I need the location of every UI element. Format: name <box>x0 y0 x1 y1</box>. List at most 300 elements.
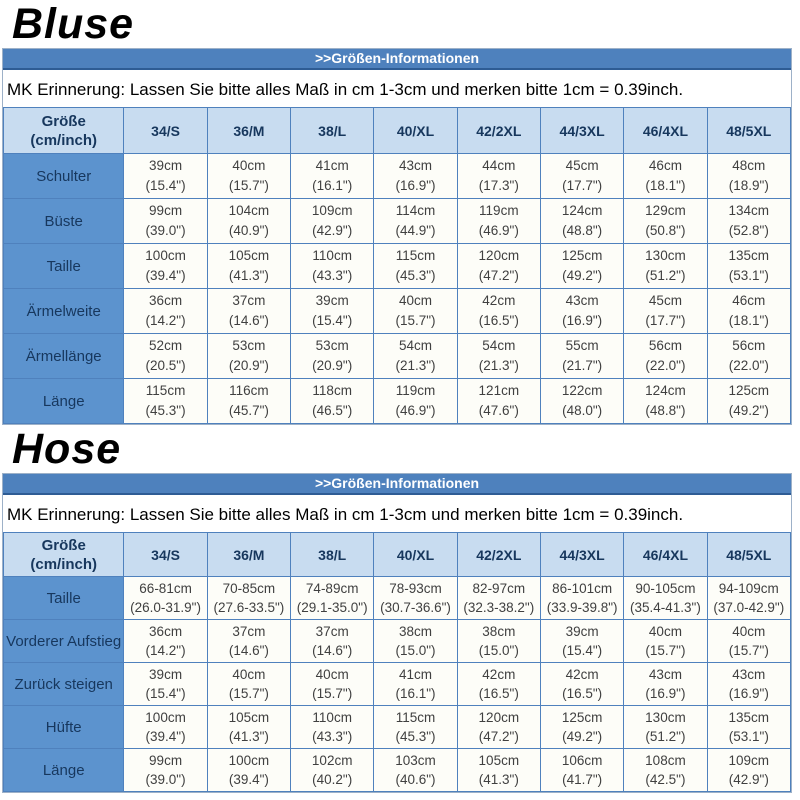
inch-value: (47.2") <box>478 729 519 744</box>
inch-value: (14.2") <box>145 643 186 658</box>
size-grid <box>3 107 791 424</box>
measurement-cell <box>707 289 790 334</box>
cm-value: 94-109cm <box>718 581 779 596</box>
inch-value: (53.1") <box>728 729 769 744</box>
row-label: Taille <box>4 577 124 620</box>
hose-title: Hose <box>12 425 122 473</box>
corner-line2: (cm/inch) <box>30 131 98 149</box>
measurement-cell <box>707 334 790 379</box>
inch-value: (42.5") <box>645 772 686 787</box>
measurement-cell <box>540 244 623 289</box>
cm-value: 90-105cm <box>635 581 696 596</box>
cm-value: 74-89cm <box>305 581 359 596</box>
inch-value: (18.9") <box>728 178 769 193</box>
measurement-cell <box>624 577 707 620</box>
corner-header <box>4 108 124 154</box>
measure-note: MK Erinnerung: Lassen Sie bitte alles Maß in cm 1-3cm und merken bitte 1cm = 0.39inch. <box>3 73 791 107</box>
measurement-cell <box>291 620 374 663</box>
header-row <box>4 108 791 154</box>
inch-value: (14.6") <box>228 643 269 658</box>
cm-value: 125cm <box>561 710 603 725</box>
cm-value: 99cm <box>149 203 183 218</box>
inch-value: (41.7") <box>562 772 603 787</box>
cm-value: 40cm <box>648 624 682 639</box>
cm-value: 40cm <box>232 667 266 682</box>
inch-value: (15.4") <box>312 313 353 328</box>
cm-value: 114cm <box>395 203 436 218</box>
measurement-cell <box>540 620 623 663</box>
size-column-header: 40/XL <box>374 533 457 577</box>
cm-value: 48cm <box>732 158 766 173</box>
table-banner: >>Größen-Informationen <box>3 49 791 70</box>
measurement-cell <box>540 289 623 334</box>
measurement-cell <box>124 663 207 706</box>
cm-value: 44cm <box>482 158 516 173</box>
cm-value: 40cm <box>398 293 432 308</box>
inch-value: (41.3") <box>478 772 519 787</box>
cm-value: 120cm <box>478 710 520 725</box>
measurement-cell <box>207 749 290 792</box>
cm-value: 78-93cm <box>389 581 442 596</box>
inch-value: (44.9") <box>395 223 436 238</box>
measurement-cell <box>707 154 790 199</box>
size-column-header: 34/S <box>124 533 207 577</box>
inch-value: (47.2") <box>478 268 519 283</box>
inch-value: (15.7") <box>228 686 269 701</box>
corner-line1: Größe <box>41 536 86 554</box>
hose-section <box>0 425 800 793</box>
cm-value: 66-81cm <box>139 581 192 596</box>
table-banner: >>Größen-Informationen <box>3 474 791 495</box>
measurement-cell <box>707 379 790 424</box>
inch-value: (45.3") <box>395 729 436 744</box>
cm-value: 37cm <box>315 624 349 639</box>
cm-value: 100cm <box>228 753 270 768</box>
cm-value: 56cm <box>732 338 766 353</box>
measurement-cell <box>707 577 790 620</box>
measurement-cell <box>457 244 540 289</box>
header-row <box>4 533 791 577</box>
cm-value: 37cm <box>232 293 266 308</box>
cm-value: 36cm <box>149 624 183 639</box>
measurement-cell <box>624 749 707 792</box>
measurement-cell <box>207 199 290 244</box>
inch-value: (53.1") <box>728 268 769 283</box>
inch-value: (21.7") <box>562 358 603 373</box>
measurement-cell <box>540 577 623 620</box>
cm-value: 42cm <box>565 667 599 682</box>
size-column-header: 44/3XL <box>540 533 623 577</box>
cm-value: 119cm <box>479 203 519 218</box>
measurement-cell <box>540 706 623 749</box>
row-label: Taille <box>4 244 124 289</box>
inch-value: (32.3-38.2") <box>463 600 535 615</box>
measurement-cell <box>624 620 707 663</box>
measurement-cell <box>291 334 374 379</box>
cm-value: 56cm <box>648 338 682 353</box>
size-grid <box>3 532 791 792</box>
inch-value: (45.7") <box>228 403 269 418</box>
measurement-cell <box>540 379 623 424</box>
cm-value: 110cm <box>312 710 352 725</box>
inch-value: (43.3") <box>312 268 353 283</box>
cm-value: 105cm <box>478 753 520 768</box>
cm-value: 45cm <box>565 158 599 173</box>
inch-value: (48.8") <box>562 223 603 238</box>
inch-value: (42.9") <box>312 223 353 238</box>
size-column-header: 48/5XL <box>707 108 790 154</box>
cm-value: 100cm <box>145 710 186 725</box>
size-column-header: 42/2XL <box>457 533 540 577</box>
measurement-cell <box>124 706 207 749</box>
inch-value: (16.1") <box>395 686 436 701</box>
cm-value: 104cm <box>228 203 270 218</box>
inch-value: (26.0-31.9") <box>130 600 201 615</box>
measurement-cell <box>374 620 457 663</box>
inch-value: (39.0") <box>145 223 186 238</box>
measurement-cell <box>291 663 374 706</box>
cm-value: 135cm <box>728 710 770 725</box>
table-row <box>4 663 791 706</box>
inch-value: (16.9") <box>645 686 686 701</box>
measurement-cell <box>457 620 540 663</box>
cm-value: 115cm <box>145 383 186 398</box>
cm-value: 120cm <box>478 248 520 263</box>
cm-value: 130cm <box>645 710 686 725</box>
cm-value: 53cm <box>315 338 349 353</box>
cm-value: 118cm <box>312 383 352 398</box>
inch-value: (29.1-35.0") <box>296 600 368 615</box>
cm-value: 125cm <box>728 383 770 398</box>
corner-line2: (cm/inch) <box>30 555 98 573</box>
measurement-cell <box>207 577 290 620</box>
measurement-cell <box>624 663 707 706</box>
inch-value: (15.7") <box>312 686 353 701</box>
measurement-cell <box>291 154 374 199</box>
inch-value: (40.9") <box>228 223 269 238</box>
cm-value: 52cm <box>149 338 183 353</box>
measurement-cell <box>457 289 540 334</box>
measurement-cell <box>291 706 374 749</box>
measurement-cell <box>124 577 207 620</box>
size-column-header: 46/4XL <box>624 533 707 577</box>
inch-value: (20.9") <box>312 358 353 373</box>
size-column-header: 38/L <box>291 108 374 154</box>
measurement-cell <box>457 154 540 199</box>
measurement-cell <box>707 663 790 706</box>
table-row <box>4 620 791 663</box>
cm-value: 53cm <box>232 338 266 353</box>
measurement-cell <box>374 199 457 244</box>
inch-value: (37.0-42.9") <box>713 600 785 615</box>
measurement-cell <box>124 334 207 379</box>
row-label: Länge <box>4 749 124 792</box>
inch-value: (33.9-39.8") <box>546 600 618 615</box>
measurement-cell <box>457 577 540 620</box>
measurement-cell <box>124 620 207 663</box>
cm-value: 45cm <box>648 293 682 308</box>
cm-value: 130cm <box>645 248 686 263</box>
inch-value: (16.5") <box>478 313 519 328</box>
measurement-cell <box>707 244 790 289</box>
cm-value: 103cm <box>395 753 436 768</box>
measurement-cell <box>457 199 540 244</box>
table-row <box>4 706 791 749</box>
measurement-cell <box>124 154 207 199</box>
row-label: Ärmelweite <box>4 289 124 334</box>
measurement-cell <box>374 244 457 289</box>
inch-value: (17.7") <box>645 313 686 328</box>
measurement-cell <box>207 379 290 424</box>
inch-value: (27.6-33.5") <box>213 600 285 615</box>
cm-value: 40cm <box>315 667 349 682</box>
inch-value: (15.7") <box>645 643 686 658</box>
cm-value: 54cm <box>482 338 516 353</box>
inch-value: (39.4") <box>145 729 186 744</box>
cm-value: 105cm <box>228 710 270 725</box>
size-column-header: 46/4XL <box>624 108 707 154</box>
cm-value: 99cm <box>149 753 183 768</box>
cm-value: 43cm <box>648 667 682 682</box>
cm-value: 119cm <box>395 383 436 398</box>
inch-value: (43.3") <box>312 729 353 744</box>
measurement-cell <box>374 749 457 792</box>
table-row <box>4 334 791 379</box>
inch-value: (30.7-36.6") <box>380 600 451 615</box>
cm-value: 41cm <box>315 158 349 173</box>
cm-value: 122cm <box>561 383 603 398</box>
cm-value: 135cm <box>728 248 770 263</box>
cm-value: 46cm <box>648 158 682 173</box>
measurement-cell <box>291 749 374 792</box>
size-column-header: 34/S <box>124 108 207 154</box>
cm-value: 40cm <box>232 158 266 173</box>
measurement-cell <box>207 334 290 379</box>
table-row <box>4 289 791 334</box>
inch-value: (16.5") <box>478 686 519 701</box>
table-row <box>4 199 791 244</box>
inch-value: (45.3") <box>395 268 436 283</box>
cm-value: 109cm <box>311 203 353 218</box>
measure-note: MK Erinnerung: Lassen Sie bitte alles Maß in cm 1-3cm und merken bitte 1cm = 0.39inch. <box>3 498 791 532</box>
cm-value: 46cm <box>732 293 766 308</box>
measurement-cell <box>457 379 540 424</box>
inch-value: (20.5") <box>145 358 186 373</box>
inch-value: (16.5") <box>562 686 603 701</box>
measurement-cell <box>207 244 290 289</box>
measurement-cell <box>540 199 623 244</box>
measurement-cell <box>624 334 707 379</box>
inch-value: (16.9") <box>728 686 769 701</box>
bluse-size-table <box>2 48 792 425</box>
cm-value: 102cm <box>311 753 353 768</box>
measurement-cell <box>374 289 457 334</box>
measurement-cell <box>624 244 707 289</box>
row-label: Vorderer Aufstieg <box>4 620 124 663</box>
inch-value: (39.0") <box>145 772 186 787</box>
measurement-cell <box>291 289 374 334</box>
row-label: Ärmellänge <box>4 334 124 379</box>
cm-value: 43cm <box>732 667 766 682</box>
measurement-cell <box>457 663 540 706</box>
cm-value: 39cm <box>149 667 183 682</box>
cm-value: 55cm <box>565 338 599 353</box>
inch-value: (48.0") <box>562 403 603 418</box>
inch-value: (15.0") <box>478 643 519 658</box>
size-column-header: 40/XL <box>374 108 457 154</box>
measurement-cell <box>207 663 290 706</box>
cm-value: 37cm <box>232 624 266 639</box>
inch-value: (50.8") <box>645 223 686 238</box>
inch-value: (14.2") <box>145 313 186 328</box>
cm-value: 70-85cm <box>222 581 276 596</box>
inch-value: (47.6") <box>478 403 519 418</box>
cm-value: 129cm <box>645 203 686 218</box>
measurement-cell <box>124 379 207 424</box>
inch-value: (49.2") <box>728 403 769 418</box>
cm-value: 115cm <box>395 710 436 725</box>
inch-value: (16.9") <box>395 178 436 193</box>
inch-value: (17.3") <box>478 178 519 193</box>
measurement-cell <box>291 199 374 244</box>
measurement-cell <box>540 749 623 792</box>
size-column-header: 48/5XL <box>707 533 790 577</box>
measurement-cell <box>457 749 540 792</box>
measurement-cell <box>374 334 457 379</box>
corner-line1: Größe <box>41 112 86 130</box>
measurement-cell <box>374 154 457 199</box>
inch-value: (39.4") <box>228 772 269 787</box>
size-column-header: 36/M <box>207 108 290 154</box>
cm-value: 54cm <box>398 338 432 353</box>
cm-value: 39cm <box>149 158 183 173</box>
measurement-cell <box>374 706 457 749</box>
measurement-cell <box>624 706 707 749</box>
inch-value: (14.6") <box>228 313 269 328</box>
inch-value: (15.4") <box>562 643 603 658</box>
inch-value: (49.2") <box>562 729 603 744</box>
cm-value: 42cm <box>482 293 516 308</box>
row-label: Länge <box>4 379 124 424</box>
inch-value: (35.4-41.3") <box>630 600 701 615</box>
inch-value: (41.3") <box>228 729 269 744</box>
inch-value: (21.3") <box>478 358 519 373</box>
inch-value: (15.0") <box>395 643 436 658</box>
inch-value: (15.4") <box>145 178 186 193</box>
inch-value: (22.0") <box>645 358 686 373</box>
measurement-cell <box>291 379 374 424</box>
row-label: Büste <box>4 199 124 244</box>
measurement-cell <box>207 289 290 334</box>
measurement-cell <box>540 334 623 379</box>
inch-value: (51.2") <box>645 729 686 744</box>
inch-value: (45.3") <box>145 403 186 418</box>
measurement-cell <box>374 379 457 424</box>
inch-value: (15.7") <box>728 643 769 658</box>
measurement-cell <box>624 289 707 334</box>
measurement-cell <box>707 199 790 244</box>
inch-value: (18.1") <box>645 178 686 193</box>
cm-value: 109cm <box>728 753 770 768</box>
cm-value: 124cm <box>561 203 603 218</box>
cm-value: 116cm <box>229 383 269 398</box>
measurement-cell <box>457 706 540 749</box>
inch-value: (17.7") <box>562 178 603 193</box>
measurement-cell <box>207 620 290 663</box>
cm-value: 39cm <box>315 293 349 308</box>
size-column-header: 36/M <box>207 533 290 577</box>
inch-value: (52.8") <box>728 223 769 238</box>
measurement-cell <box>291 577 374 620</box>
measurement-cell <box>124 289 207 334</box>
row-label: Schulter <box>4 154 124 199</box>
inch-value: (40.6") <box>395 772 436 787</box>
cm-value: 100cm <box>145 248 186 263</box>
table-row <box>4 154 791 199</box>
inch-value: (14.6") <box>312 643 353 658</box>
cm-value: 105cm <box>228 248 270 263</box>
table-row <box>4 244 791 289</box>
row-label: Zurück steigen <box>4 663 124 706</box>
cm-value: 82-97cm <box>472 581 526 596</box>
row-label: Hüfte <box>4 706 124 749</box>
measurement-cell <box>207 154 290 199</box>
cm-value: 40cm <box>732 624 766 639</box>
measurement-cell <box>374 663 457 706</box>
cm-value: 38cm <box>482 624 516 639</box>
size-column-header: 38/L <box>291 533 374 577</box>
measurement-cell <box>374 577 457 620</box>
measurement-cell <box>124 749 207 792</box>
inch-value: (51.2") <box>645 268 686 283</box>
inch-value: (16.9") <box>562 313 603 328</box>
cm-value: 39cm <box>565 624 599 639</box>
cm-value: 42cm <box>482 667 516 682</box>
hose-size-table <box>2 473 792 793</box>
measurement-cell <box>707 706 790 749</box>
cm-value: 86-101cm <box>552 581 613 596</box>
measurement-cell <box>540 663 623 706</box>
measurement-cell <box>124 244 207 289</box>
measurement-cell <box>291 244 374 289</box>
inch-value: (49.2") <box>562 268 603 283</box>
measurement-cell <box>457 334 540 379</box>
inch-value: (20.9") <box>228 358 269 373</box>
inch-value: (22.0") <box>728 358 769 373</box>
table-row <box>4 749 791 792</box>
cm-value: 124cm <box>645 383 686 398</box>
bluse-title: Bluse <box>12 0 135 48</box>
cm-value: 41cm <box>398 667 432 682</box>
inch-value: (46.9") <box>395 403 436 418</box>
inch-value: (16.1") <box>312 178 353 193</box>
cm-value: 43cm <box>398 158 432 173</box>
inch-value: (48.8") <box>645 403 686 418</box>
table-row <box>4 577 791 620</box>
inch-value: (15.7") <box>395 313 436 328</box>
cm-value: 121cm <box>478 383 520 398</box>
cm-value: 38cm <box>398 624 432 639</box>
size-column-header: 44/3XL <box>540 108 623 154</box>
measurement-cell <box>624 154 707 199</box>
cm-value: 108cm <box>645 753 686 768</box>
cm-value: 36cm <box>149 293 183 308</box>
cm-value: 110cm <box>312 248 352 263</box>
measurement-cell <box>624 199 707 244</box>
inch-value: (21.3") <box>395 358 436 373</box>
measurement-cell <box>624 379 707 424</box>
inch-value: (18.1") <box>728 313 769 328</box>
